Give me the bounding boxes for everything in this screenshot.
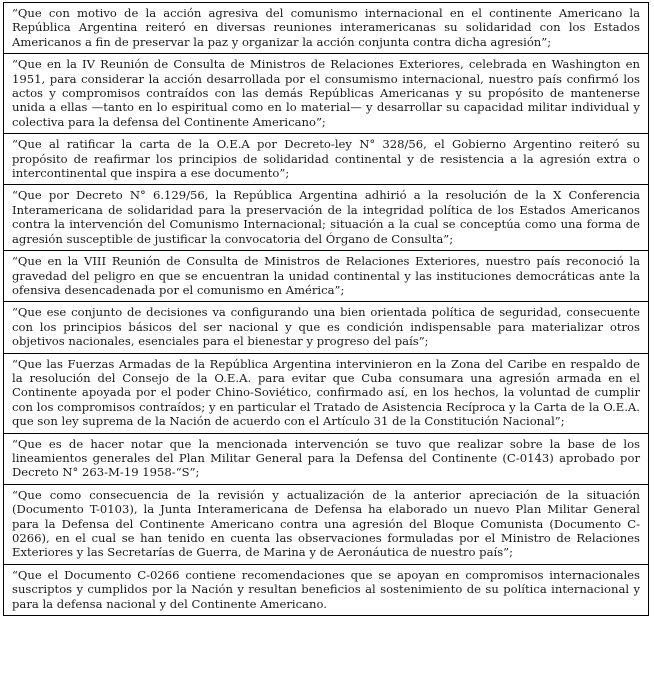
paragraph-text: “Que en la VIII Reunión de Consulta de Ministros de Relaciones Exteriores, nuestro país reconoció la gravedad del peligro en que se encuentran la unidad continental y las instituciones democráticas ante la ofensiva desencadenada por el comunismo en América”; (12, 254, 640, 297)
table-cell (4, 251, 649, 302)
table-row (4, 134, 649, 185)
paragraph-text: “Que como consecuencia de la revisión y actualización de la anterior apreciación de la situación (Documento T-0103), la Junta Interamericana de Defensa ha elaborado un nuevo Plan Militar General para la Defensa del Continente Americano contra una agresión del Bloque Comunista (Documento C-0266), en el cual se han tenido en cuenta las observaciones formuladas por el Ministro de Relaciones Exteriores y las Secretarías de Guerra, de Marina y de Aeronáutica de nuestro país”; (12, 487, 640, 560)
table-row (4, 353, 649, 433)
table-row (4, 484, 649, 564)
paragraph-text: “Que ese conjunto de decisiones va configurando una bien orientada política de seguridad, consecuente con los principios básicos del ser nacional y que es condición indispensable para materializar otros objetivos nacionales, esenciales para el bienestar y progreso del país”; (12, 305, 640, 349)
table-cell (4, 433, 649, 484)
table-row (4, 3, 649, 54)
paragraph-text: “Que con motivo de la acción agresiva del comunismo internacional en el continente Americano la República Argentina reiteró en diversas reuniones interamericanas su solidaridad con los Estados Americanos a fin de preservar la paz y organizar la acción conjunta contra dicha agresión”; (12, 6, 640, 49)
table-cell (4, 54, 649, 134)
table-cell (4, 302, 649, 353)
table-row (4, 433, 649, 484)
paragraph-text: “Que en la IV Reunión de Consulta de Ministros de Relaciones Exteriores, celebrada en Washington en 1951, para considerar la acción desarrollada por el consumismo internacional, nuestro país confirmó los actos y compromisos contraídos con las demás Repúblicas Americanas y su propósito de mantenerse unida a ellas —tanto en lo espiritual como en lo material— y desarrollar su capacidad militar individual y colectiva para la defensa del Continente Americano”; (12, 57, 640, 129)
table-row (4, 54, 649, 134)
table-cell (4, 353, 649, 433)
table-cell (4, 3, 649, 54)
table-cell (4, 134, 649, 185)
paragraph-text: “Que es de hacer notar que la mencionada intervención se tuvo que realizar sobre la base de los lineamientos generales del Plan Militar General para la Defensa del Continente (C-0143) aprobado por Decreto N° 263-M-19 1958-“S”; (12, 436, 640, 480)
table-row (4, 251, 649, 302)
table-cell (4, 564, 649, 615)
paragraph-text: “Que por Decreto N° 6.129/56, la República Argentina adhirió a la resolución de la X Conferencia Interamericana de solidaridad para la preservación de la integridad política de los Estados Americanos contra la intervención del Comunismo Internacional; situación a la cual se conceptúa como una forma de agresión susceptible de justificar la convocatoria del Órgano de Consulta”; (12, 188, 640, 246)
paragraph-text: “Que las Fuerzas Armadas de la República Argentina intervinieron en la Zona del Caribe en respaldo de la resolución del Consejo de la O.E.A. para evitar que Cuba consumara una agresión armada en el Continente apoyada por el poder Chino-Soviético, confirmado así, en los hechos, la voluntad de cumplir con los compromisos contraídos; y en particular el Tratado de Asistencia Recíproca y la Carta de la O.E.A. que son ley suprema de la Nación de acuerdo con el Artículo 31 de la Constitución Nacional”; (12, 356, 640, 429)
paragraph-text: “Que al ratificar la carta de la O.E.A por Decreto-ley N° 328/56, el Gobierno Argentino reiteró su propósito de reafirmar los principios de solidaridad continental y de resistencia a la agresión extra o intercontinental que inspira a ese documento”; (12, 137, 640, 181)
table-row (4, 302, 649, 353)
table-cell (4, 484, 649, 564)
document-table (3, 2, 649, 616)
table-cell (4, 185, 649, 251)
table-row (4, 564, 649, 615)
paragraph-text: “Que el Documento C-0266 contiene recomendaciones que se apoyan en compromisos internacionales suscriptos y cumplidos por la Nación y resultan beneficios al sostenimiento de su política internacional y para la defensa nacional y del Continente Americano. (12, 567, 640, 611)
table-row (4, 185, 649, 251)
